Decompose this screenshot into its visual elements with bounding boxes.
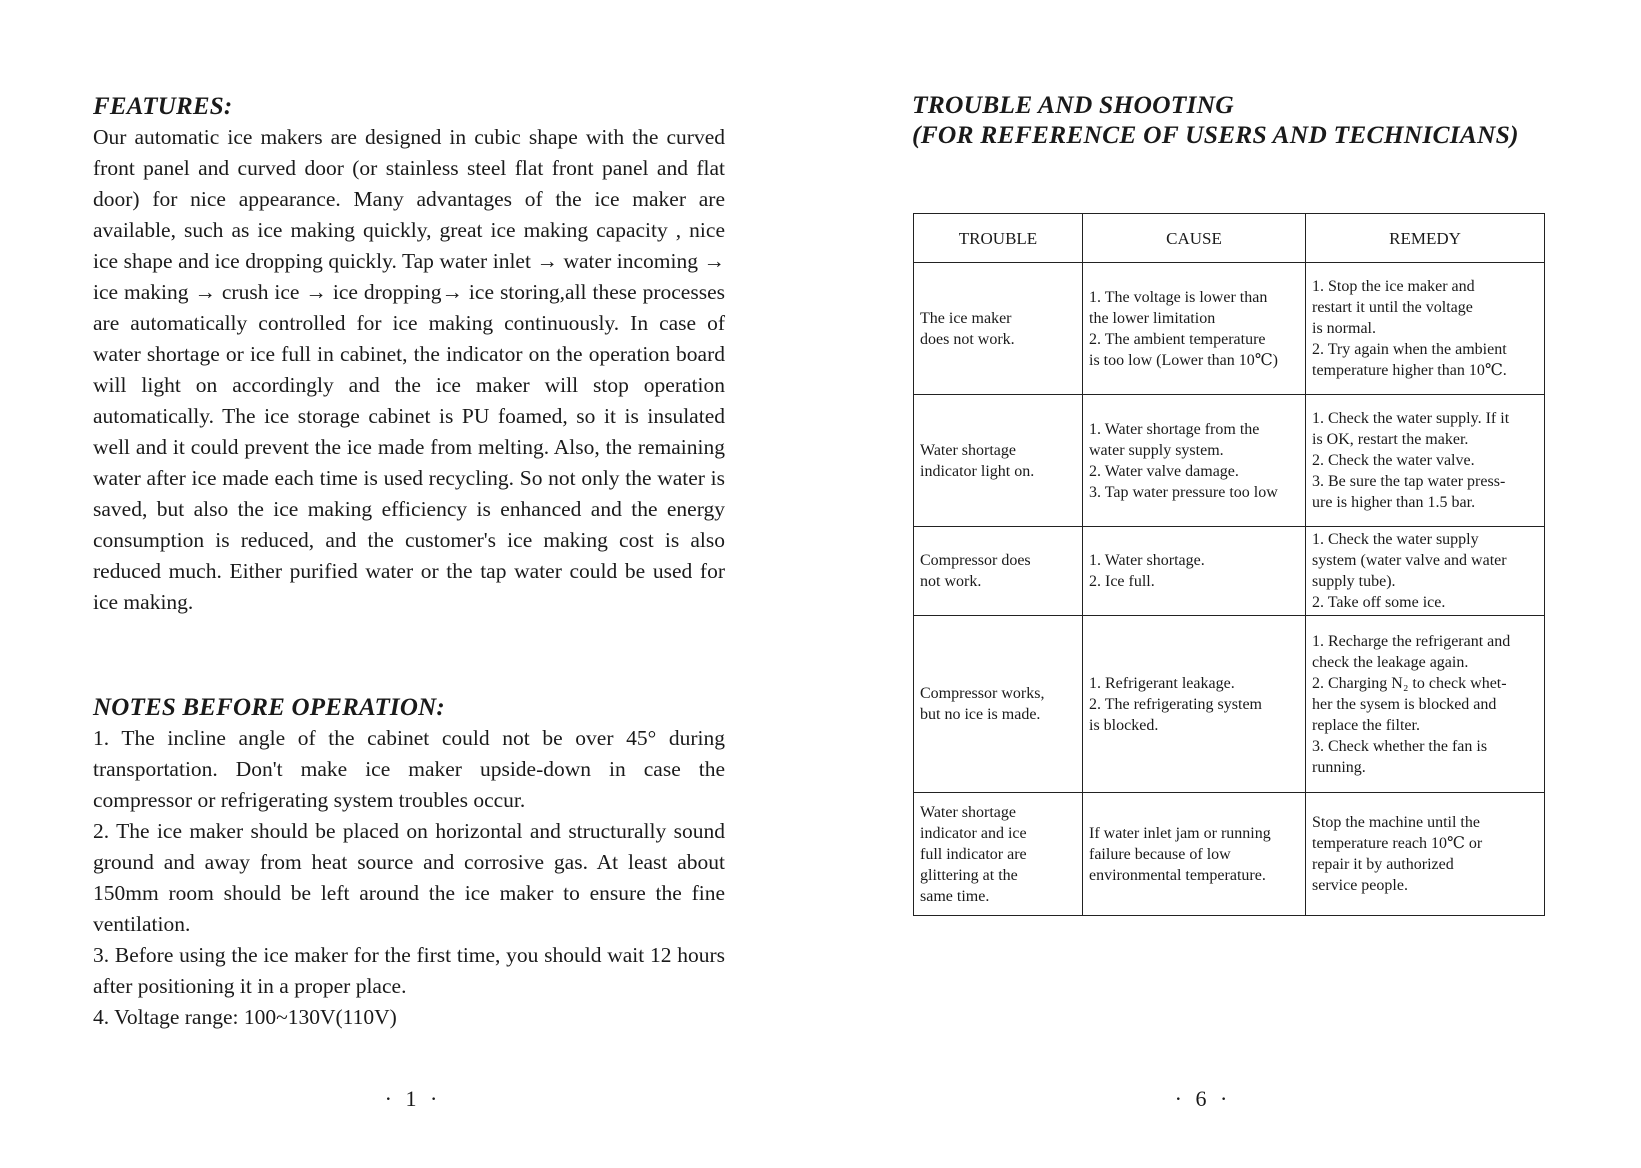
cell-line: is OK, restart the maker. <box>1312 431 1469 448</box>
cell-cause <box>1083 395 1306 527</box>
note-item-3: 3. Before using the ice maker for the first time, you should wait 12 hours after positioning it in a proper place. <box>93 943 725 998</box>
cell-remedy <box>1306 616 1545 793</box>
cell-line: 2. Take off some ice. <box>1312 594 1446 611</box>
cell-line: 3. Be sure the tap water press- <box>1312 473 1506 490</box>
cell-line: but no ice is made. <box>920 706 1041 723</box>
header-remedy: REMEDY <box>1306 214 1545 263</box>
cell-line: 2. Charging N₂ to check whet- <box>1312 674 1507 692</box>
table-row <box>914 395 1545 527</box>
cell-cause <box>1083 263 1306 395</box>
cell-line: environmental temperature. <box>1089 866 1266 884</box>
cell-line: 2. Try again when the ambient <box>1312 341 1507 358</box>
cell-line: Compressor works, <box>920 685 1045 702</box>
troubleshooting-title-line1: TROUBLE AND SHOOTING <box>912 90 1234 119</box>
cell-line: temperature reach 10℃ or <box>1312 835 1483 852</box>
cell-line: 2. Check the water valve. <box>1312 452 1475 469</box>
cell-trouble <box>914 527 1083 616</box>
cell-line: 1. Check the water supply <box>1312 531 1479 548</box>
notes-heading: NOTES BEFORE OPERATION: <box>93 694 445 721</box>
page-number-left: · 1 · <box>384 1086 442 1111</box>
cell-line: 2. The refrigerating system <box>1089 695 1262 713</box>
cell-trouble <box>914 793 1083 916</box>
cell-cause <box>1083 527 1306 616</box>
note-item-1: 1. The incline angle of the cabinet could not be over 45° during transportation. Don't make ice maker upside-down in case the compressor or refrigerating system troubles occur. <box>93 726 725 812</box>
table-body <box>914 263 1545 916</box>
cell-remedy <box>1306 527 1545 616</box>
cell-line: 2. The ambient temperature <box>1089 330 1266 348</box>
cell-line: failure because of low <box>1089 845 1231 863</box>
cell-line: 2. Water valve damage. <box>1089 462 1239 480</box>
features-heading: FEATURES: <box>93 93 233 120</box>
cell-line: is blocked. <box>1089 716 1159 734</box>
note-item-4: 4. Voltage range: 100~130V(110V) <box>93 1005 397 1029</box>
cell-line: 1. Check the water supply. If it <box>1312 410 1510 427</box>
features-text: Our automatic ice makers are designed in cubic shape with the curved front panel and curved door (or stainless steel flat front panel and flat door) for nice appearance. Many advantages of the ice maker are available, such as ice making quickly, great ice making capacity , nice ice shape and ice dropping quickly. Tap water inlet → water incoming → ice making → crush ice → ice dropping→ ice storing,all these processes are automatically controlled for ice making continuously. In case of water shortage or ice full in cabinet, the indicator on the operation board will light on accordingly and the ice maker will stop operation automatically. The ice storage cabinet is PU foamed, so it is insulated well and it could prevent the ice made from melting. Also, the remaining water after ice made each time is used recycling. So not only the water is saved, but also the ice making efficiency is enhanced and the energy consumption is reduced, and the customer's ice making cost is also reduced much. Either purified water or the tap water could be used for ice making. <box>93 125 725 614</box>
cell-line: supply tube). <box>1312 573 1396 590</box>
cell-line: Compressor does <box>920 552 1031 569</box>
troubleshooting-title <box>912 90 1612 150</box>
features-section <box>93 92 725 618</box>
cell-line: replace the filter. <box>1312 716 1420 734</box>
right-page <box>820 0 1641 1168</box>
cell-line: 1. The voltage is lower than <box>1089 288 1268 306</box>
cell-line: same time. <box>920 887 990 905</box>
cell-line: repair it by authorized <box>1312 856 1454 873</box>
cell-line: 1. Refrigerant leakage. <box>1089 674 1235 692</box>
cell-line: service people. <box>1312 877 1408 894</box>
cell-line: full indicator are <box>920 845 1027 863</box>
header-trouble: TROUBLE <box>914 214 1083 263</box>
cell-remedy <box>1306 793 1545 916</box>
cell-line: does not work. <box>920 330 1015 348</box>
table-header-row <box>914 214 1545 263</box>
cell-line: ure is higher than 1.5 bar. <box>1312 494 1476 511</box>
cell-line: 1. Water shortage from the <box>1089 420 1260 438</box>
cell-remedy <box>1306 263 1545 395</box>
cell-line: 1. Recharge the refrigerant and <box>1312 632 1511 650</box>
table-row <box>914 263 1545 395</box>
cell-remedy <box>1306 395 1545 527</box>
cell-line: the lower limitation <box>1089 309 1216 327</box>
note-item-2: 2. The ice maker should be placed on horizontal and structurally sound ground and away from heat source and corrosive gas. At least about 150mm room should be left around the ice maker to ensure the fine ventilation. <box>93 819 725 936</box>
cell-trouble <box>914 616 1083 793</box>
troubleshooting-title-line2: (FOR REFERENCE OF USERS AND TECHNICIANS) <box>912 120 1519 149</box>
cell-line: 2. Ice full. <box>1089 573 1155 590</box>
cell-line: her the sysem is blocked and <box>1312 695 1497 713</box>
left-page <box>0 0 820 1168</box>
cell-trouble <box>914 263 1083 395</box>
cell-line: Water shortage <box>920 803 1016 821</box>
cell-line: indicator and ice <box>920 824 1027 842</box>
cell-line: The ice maker <box>920 309 1012 327</box>
cell-line: If water inlet jam or running <box>1089 824 1271 842</box>
notes-section <box>93 693 725 1033</box>
cell-line: Stop the machine until the <box>1312 814 1480 831</box>
header-cause: CAUSE <box>1083 214 1306 263</box>
cell-cause <box>1083 793 1306 916</box>
cell-line: 3. Check whether the fan is <box>1312 737 1488 755</box>
troubleshooting-table <box>913 213 1545 916</box>
cell-line: 1. Stop the ice maker and <box>1312 278 1475 295</box>
cell-line: system (water valve and water <box>1312 552 1507 569</box>
page-number-right: · 6 · <box>1174 1086 1232 1111</box>
cell-line: running. <box>1312 758 1366 776</box>
cell-line: 3. Tap water pressure too low <box>1089 483 1278 501</box>
table-row <box>914 793 1545 916</box>
cell-cause <box>1083 616 1306 793</box>
cell-line: water supply system. <box>1089 441 1224 459</box>
table-row <box>914 616 1545 793</box>
cell-line: restart it until the voltage <box>1312 299 1473 316</box>
cell-line: is too low (Lower than 10℃) <box>1089 351 1278 369</box>
cell-trouble <box>914 395 1083 527</box>
cell-line: temperature higher than 10℃. <box>1312 362 1507 379</box>
cell-line: not work. <box>920 573 982 590</box>
cell-line: check the leakage again. <box>1312 653 1469 671</box>
cell-line: 1. Water shortage. <box>1089 552 1205 569</box>
cell-line: Water shortage <box>920 441 1016 459</box>
table-row <box>914 527 1545 616</box>
cell-line: indicator light on. <box>920 462 1035 480</box>
cell-line: glittering at the <box>920 866 1018 884</box>
cell-line: is normal. <box>1312 320 1376 337</box>
notes-list <box>93 723 725 1033</box>
